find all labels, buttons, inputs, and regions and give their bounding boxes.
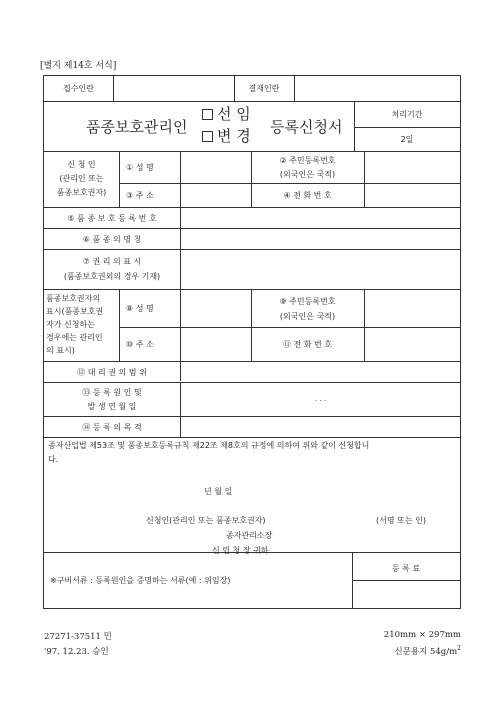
grid-line bbox=[44, 101, 460, 102]
applicant-resident-note: (외국인은 국적) bbox=[279, 170, 336, 179]
registration-cause-label: ⑬ 등 록 원 인 및 bbox=[82, 388, 142, 397]
statement-text: 종자산업법 제53조 및 품종보호등록규칙 제22조 제8호의 규정에 의하여 위와 같이 신청합니 bbox=[48, 441, 370, 450]
application-date[interactable]: 년 월 일 bbox=[204, 487, 233, 496]
grid-line bbox=[44, 151, 460, 152]
holder-phone-field[interactable] bbox=[365, 329, 459, 360]
register-checkbox[interactable] bbox=[202, 109, 213, 120]
agency-scope-field[interactable] bbox=[181, 363, 459, 381]
registration-purpose-label: ⑭ 등 록 의 목 적 bbox=[82, 423, 142, 432]
applicant-name-label: ① 성 명 bbox=[126, 163, 154, 172]
holder-label: 표시(품종보호권 bbox=[46, 307, 104, 316]
reception-label: 접수인란 bbox=[63, 84, 94, 93]
attachments-note: ※구비서류 : 등록원인을 증명하는 서류(예 : 위임장) bbox=[50, 576, 231, 585]
holder-resident-note: (외국인은 국적) bbox=[279, 312, 336, 321]
holder-label: 의 표시) bbox=[46, 346, 75, 355]
holder-label: 경우에는 관리인 bbox=[46, 333, 103, 342]
applicant-name-field[interactable] bbox=[181, 161, 250, 181]
grid-line bbox=[119, 327, 460, 328]
grid-line bbox=[44, 207, 460, 208]
form-number: [별지 제14호 서식] bbox=[40, 61, 117, 71]
registration-no-field[interactable] bbox=[181, 209, 459, 227]
signer-label: 신청인(관리인 또는 품종보호권자) bbox=[146, 516, 266, 525]
holder-label: 자가 신청하는 bbox=[46, 320, 95, 329]
paper-type-text: 신문용지 54g/m bbox=[394, 647, 458, 657]
applicant-label: (관리인 또는 bbox=[59, 174, 104, 183]
right-display-field[interactable] bbox=[181, 251, 459, 288]
variety-name-field[interactable] bbox=[181, 230, 459, 248]
applicant-resident-label: ② 주민등록번호 bbox=[279, 156, 336, 165]
processing-period-value: 2일 bbox=[400, 135, 414, 144]
holder-address-label: ⑩ 주 소 bbox=[126, 340, 154, 349]
registration-no-label: ⑤ 품 종 보 호 등 록 번 호 bbox=[67, 214, 157, 223]
grid-line bbox=[294, 76, 295, 101]
registration-purpose-field[interactable] bbox=[181, 418, 459, 436]
option-change-label: 변 경 bbox=[217, 127, 251, 145]
option-change[interactable] bbox=[202, 127, 251, 145]
applicant-address-label: ③ 주 소 bbox=[126, 191, 154, 200]
grid-line bbox=[113, 76, 114, 101]
grid-line bbox=[44, 382, 460, 383]
right-display-note: (품종보호권외의 경우 기재) bbox=[63, 272, 161, 281]
holder-address-field[interactable] bbox=[181, 329, 250, 360]
statement-text: 다. bbox=[48, 455, 59, 464]
approval-label: 결재인란 bbox=[248, 84, 280, 93]
variety-name-label: ⑥ 품 종 의 명 칭 bbox=[82, 235, 142, 244]
option-register-label: 선 임 bbox=[217, 105, 251, 123]
agency-scope-label: ⑫ 대 리 권 의 범 위 bbox=[77, 368, 147, 377]
signature-field[interactable]: (서명 또는 인) bbox=[376, 516, 426, 525]
form-code: 27271-37511 민 bbox=[44, 632, 112, 642]
holder-phone-label: ⑪ 전 화 번 호 bbox=[282, 340, 333, 349]
registration-date-field[interactable]: . . . bbox=[314, 395, 327, 403]
applicant-address-field[interactable] bbox=[181, 186, 250, 206]
grid-line bbox=[44, 228, 460, 229]
registration-form bbox=[43, 75, 461, 609]
applicant-label: 신 청 인 bbox=[67, 160, 96, 169]
form-title-suffix: 등록신청서 bbox=[270, 118, 343, 136]
fee-label: 등 록 료 bbox=[391, 564, 421, 573]
paper-size: 210mm × 297mm bbox=[383, 630, 461, 640]
grid-line bbox=[119, 151, 120, 207]
paper-type-superscript: 2 bbox=[457, 645, 461, 653]
holder-resident-label: ⑨ 주민등록번호 bbox=[279, 297, 336, 306]
applicant-resident-field[interactable] bbox=[365, 161, 459, 181]
recipient-text: 종자관리소장 bbox=[226, 531, 273, 540]
grid-line bbox=[44, 437, 460, 438]
grid-line bbox=[352, 580, 460, 581]
recipient-text: 신 립 청 장 귀하 bbox=[212, 546, 269, 555]
grid-line bbox=[354, 127, 460, 128]
right-display-label: ⑦ 권 리 의 표 시 bbox=[82, 257, 142, 266]
registration-cause-label: 발 생 연 월 일 bbox=[87, 402, 137, 411]
form-title-prefix: 품종보호관리인 bbox=[86, 118, 188, 136]
holder-name-field[interactable] bbox=[181, 291, 250, 326]
approval-date: '97. 12.23. 승인 bbox=[44, 647, 109, 657]
holder-name-label: ⑧ 성 명 bbox=[126, 304, 154, 313]
paper-type bbox=[394, 645, 461, 657]
holder-label: 품종보호권자의 bbox=[46, 294, 101, 303]
processing-period-label: 처리기간 bbox=[391, 110, 423, 119]
grid-line bbox=[44, 289, 460, 290]
change-checkbox[interactable] bbox=[202, 131, 213, 142]
applicant-phone-label: ④ 전 화 번 호 bbox=[283, 191, 332, 200]
grid-line bbox=[119, 289, 120, 361]
grid-line bbox=[119, 183, 460, 184]
grid-line bbox=[44, 361, 460, 362]
fee-field[interactable] bbox=[353, 582, 459, 608]
applicant-label: 품종보호권자) bbox=[56, 188, 107, 197]
applicant-phone-field[interactable] bbox=[365, 186, 459, 206]
grid-line bbox=[44, 416, 460, 417]
option-register[interactable] bbox=[202, 105, 251, 123]
holder-resident-field[interactable] bbox=[365, 291, 459, 326]
grid-line bbox=[44, 249, 460, 250]
